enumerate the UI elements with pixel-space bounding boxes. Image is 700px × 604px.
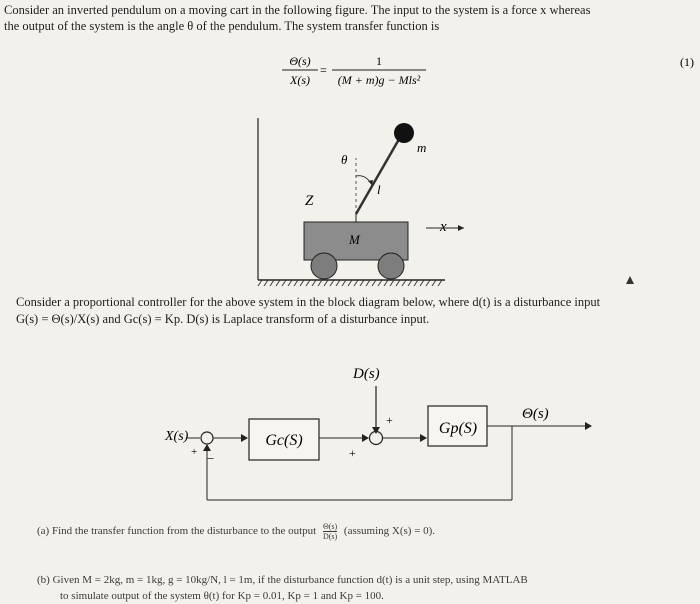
question-a-prefix: (a) Find the transfer function from the disturbance to the output: [37, 525, 317, 538]
controller-text-line-1: Consider a proportional controller for the above system in the block diagram below, where d(t) is a disturbance input: [16, 295, 601, 309]
question-b-line-2: to simulate output of the system θ(t) for Kp = 0.01, Kp = 1 and Kp = 100.: [60, 590, 384, 602]
mass-label: m: [417, 140, 427, 155]
eq-rhs-numerator: 1: [376, 54, 382, 68]
length-label: l: [377, 182, 381, 197]
intro-line-1: Consider an inverted pendulum on a moving cart in the following figure. The input to the system is a force x whereas: [4, 3, 591, 17]
transfer-function-equation: [282, 54, 694, 87]
question-a-fraction: [323, 522, 337, 541]
x-label: x: [440, 219, 447, 235]
z-label: Z: [305, 193, 314, 209]
plant-label: Gp(S): [438, 420, 478, 437]
disturbance-label: D(s): [353, 366, 380, 382]
sum2-plus-top: +: [386, 413, 393, 427]
question-a-frac-num: Θ(s): [322, 522, 338, 531]
angle-arc: [356, 176, 372, 185]
summing-junction-1: [201, 432, 213, 444]
eq-rhs-denominator: (M + m)g − Mls²: [337, 73, 421, 87]
eq-lhs-denominator: X(s): [290, 73, 310, 87]
pendulum-cart-figure: [258, 118, 464, 286]
output-label: Θ(s): [522, 406, 549, 422]
eq-equals: =: [320, 63, 327, 77]
pendulum-rod: [356, 134, 402, 214]
question-a: [37, 522, 435, 541]
question-a-suffix: (assuming X(s) = 0).: [343, 525, 436, 538]
cart-wheel-left: [311, 253, 337, 279]
sum2-plus-left: +: [349, 446, 356, 460]
equation-number: (1): [680, 55, 694, 69]
cart-mass-label: M: [349, 232, 360, 247]
question-a-frac-den: D(s): [322, 532, 338, 541]
cart-wheel-right: [378, 253, 404, 279]
intro-line-2: the output of the system is the angle θ of the pendulum. The system transfer function is: [4, 19, 440, 33]
sum1-minus: −: [207, 451, 215, 466]
block-diagram: [164, 366, 592, 500]
controller-label: Gc(S): [265, 432, 303, 449]
ground-hatching: [258, 280, 442, 286]
input-label: X(s): [165, 429, 189, 444]
pendulum-mass: [394, 123, 414, 143]
sum1-plus: +: [191, 446, 198, 458]
angle-label: θ: [341, 152, 348, 167]
cursor-mark: [626, 276, 634, 284]
question-b-line-1: (b) Given M = 2kg, m = 1kg, g = 10kg/N, l = 1m, if the disturbance function d(t) is a unit step, using MATLAB: [37, 574, 528, 586]
controller-text-line-2: G(s) = Θ(s)/X(s) and Gc(s) = Kp. D(s) is Laplace transform of a disturbance input.: [16, 312, 430, 326]
eq-lhs-numerator: Θ(s): [289, 54, 311, 68]
